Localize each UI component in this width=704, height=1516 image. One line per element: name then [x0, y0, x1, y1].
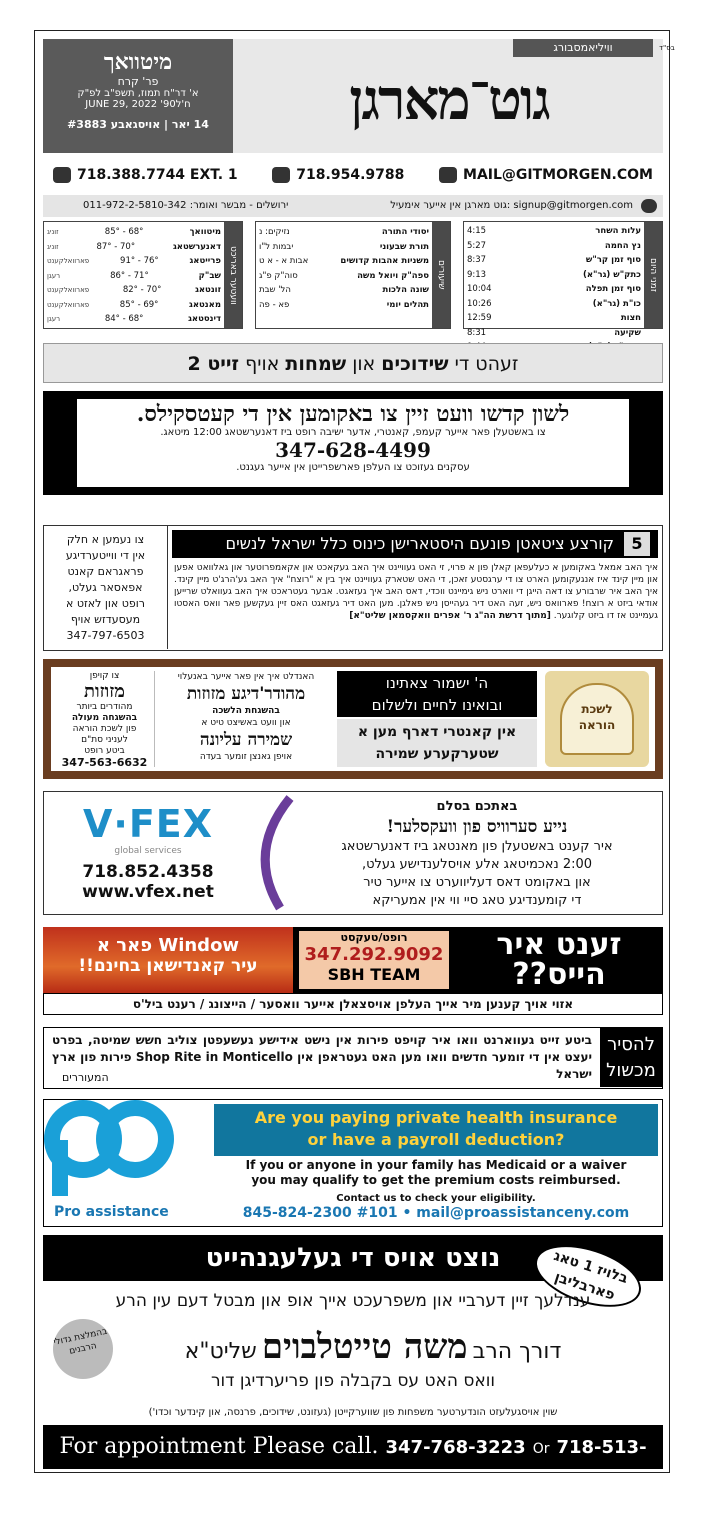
info-row: רעגן 84° - 68° דינסטאג	[47, 314, 221, 324]
info-row: 8:37 סוף זמן קר"ש	[467, 255, 641, 265]
ad-title: לשון קדשו וועט זיין צו באקומען אין די קעטסקילס.	[136, 401, 570, 427]
appointment-phone-2[interactable]: 718-513-7772	[327, 1437, 647, 1504]
signup-email[interactable]: signup@gitmorgen.com :גוט מארגן אין אייער אימעיל	[390, 200, 633, 211]
rabbi-name: משה טייטלבוים	[261, 1327, 468, 1367]
one-day-badge: בלויז 1 טאג פארבליבן	[527, 1233, 648, 1318]
weekday: מיטוואך	[103, 49, 173, 75]
kosher-side-label: להסיר מכשול	[600, 1028, 662, 1087]
rabbi-line-4: שוין אויסגעלעזט הונדערטער משפחות פון שווערקייטן (געזונט, שידוכים, פרנסה, און קינדער וכדו')	[148, 1407, 558, 1418]
appointment-phone-1[interactable]: 347-768-3223	[385, 1437, 526, 1458]
article-source: [מתוך דרשת הה"ג ר' אפרים וואקסמאן שליט"א]	[349, 611, 551, 621]
jerusalem-phone: ירושלים - מבשר ואומר: 011-972-2-5810-342	[83, 200, 289, 211]
pro-assistance-ad	[43, 1099, 663, 1227]
ac-phone-box: רופט/טעקסט 347.292.9092 SBH TEAM	[299, 931, 449, 989]
lishkas-horaah-logo: לשכת הוראה	[545, 671, 649, 767]
info-row: אבות א - א ט משניות אהבות קדושים	[259, 256, 429, 266]
shiurim-list	[256, 222, 432, 312]
mezuzah-quote: ה' ישמור צאתינו ובואינו לחיים ולשלום אין קאנטרי דארף מען א שטערקערע שמירה	[337, 671, 537, 767]
side-note-line: צו נעמען א חלק	[66, 533, 145, 546]
fax-icon	[272, 167, 290, 183]
info-row: 8:31 שקיעה	[467, 327, 641, 338]
info-row: 5:27 נץ החמה	[467, 240, 641, 251]
lashon-kodsho-content	[77, 399, 629, 487]
info-row: 9:13 כתק"ש (גר"א)	[467, 269, 641, 280]
info-row: 12:59 חצות	[467, 313, 641, 323]
newspaper-logo: גוט־מארגן	[349, 67, 549, 133]
info-row: פארוואלקענט 85° - 69° מאנטאג	[47, 299, 221, 310]
endorsement-stamp: בהמלצת גדולי הרבנים	[47, 1313, 118, 1384]
pa-logo-icon	[44, 1100, 204, 1200]
ac-ad	[43, 927, 663, 993]
info-row: זוניג 85° - 68° מיטוואך	[47, 227, 221, 237]
parsha: פר' קרח	[117, 75, 159, 88]
contact-bar	[43, 157, 663, 193]
ad-line-2: עסקנים געזוכט צו העלפן פארשפרייטן אין אייער געגנט.	[236, 462, 470, 473]
info-tables	[43, 221, 663, 338]
rabbi-name-line: דורך הרב משה טייטלבוים שליט"א	[184, 1327, 562, 1367]
side-note-line: פראגראם קאנט	[67, 565, 144, 578]
kosher-credit: המעוררים	[62, 1071, 109, 1084]
edition-tag: וויליאמסבורג	[513, 39, 653, 57]
vfex-phone[interactable]: 718.852.4358	[82, 862, 214, 882]
are-you-hot: זענט איר הייס??	[496, 927, 622, 992]
email-contact[interactable]: MAIL@GITMORGEN.COM	[439, 167, 653, 183]
subscription-bar	[43, 195, 663, 217]
info-row: סוה"ק פ"ג ספה"ק ויואל משה	[259, 270, 429, 281]
zmanim-list	[464, 222, 644, 355]
zmanim-tab: זמני היום	[644, 222, 662, 328]
article-side-note	[44, 526, 168, 649]
rabbi-headline: נוצט אויס די געלעגנהייט	[43, 1235, 663, 1281]
masthead	[43, 39, 675, 153]
rabbi-ad	[43, 1235, 663, 1504]
phone-icon	[53, 167, 71, 183]
article-body: איך האב אמאל באקומען א כעלעפאן קאלן פון א פרוי, זי האט געוויינט איך האב געקאכט און אקאמפרוטער און גאלוואט אפען און מיין קינד איז אנגעקומען הארט צו די ערגסטע זאכן, די האט שטארק געוויינט איך בין א "רוצח" איך האב גע'הרג'ט מיין קינד. איך האב איר שרבורע צו דאה הייגן די ווארט ניש גימיינט ווכדי, דאס האב איך געזאגט. אבער געטראכט איך האב געוואלט שרייען אודאי ביזט א רוצח! פארוואס ניש, זעה האט דיר געהייסן ניש פאלגן. מען האט דיר געזאגט האס זיין געקשען פאר וואס האסטו געמיינט אז דו ביזט קלוגער. [מתוך דרשת הה"ג ר' אפרים וואקסמאן שליט"א]	[174, 563, 658, 621]
fax-contact[interactable]: 718.954.9788	[272, 167, 404, 183]
lashon-kodsho-ad	[43, 391, 663, 495]
rabbi-line-1: ענדלעך זיין דערביי און משפרעכט אייך אופ און מבטל דעם עין הרע	[115, 1291, 591, 1311]
shiurim-box	[255, 221, 451, 329]
vfex-ad	[43, 791, 663, 915]
ac-phone[interactable]: 347.292.9092	[304, 944, 444, 965]
pa-headline: Are you paying private health insurance or have a payroll deduction?	[214, 1104, 658, 1156]
article-box	[43, 525, 663, 651]
info-row: פא - פה תהלים יומי	[259, 299, 429, 310]
pa-contact[interactable]: 845-824-2300 #101 • mail@proassistanceny.com	[242, 1205, 630, 1221]
article-headline: קורצע ציטאטן פונעם היסטארישן כינוס כלל ישראל לנשים 5	[172, 530, 658, 558]
kosher-notice	[43, 1027, 663, 1089]
mezuzah-contact: צו קויפן מזוזות מהודרים ביותר בהשגחה מעולה פון לשכת הוראה לעניני סת"ם ביטע רופט 347-563-6632	[55, 671, 155, 767]
window-ac-box: Window פאר א עיר קאנדישאן בחינם!!	[43, 927, 293, 993]
info-row: רעגן 86° - 71° שב"ק	[47, 270, 221, 281]
appointment-bar: For appointment Please call. 347-768-3223 Or 718-513-7772	[43, 1425, 663, 1469]
side-note-line: מעסעדזש אויף	[70, 613, 141, 626]
weather-box	[43, 221, 243, 329]
weather-tab: וועטער באריכט	[224, 222, 242, 328]
info-row: פארוואלקענט 82° - 70° זונטאג	[47, 285, 221, 295]
english-date: JUNE 29, 2022 '90ח'ל	[85, 99, 191, 110]
side-note-line: רופט און לאזט א	[66, 597, 145, 610]
ac-subline: אזוי אויך קענען מיר אייך העלפן אויסצאלן אייער וואסער / הייצונג / רענט ביל'ס	[43, 993, 663, 1015]
vfex-text: באתכם בסלם נייע סערוויס פון וועקסלער! איר קענט באשטעלן פון מאנטאג ביז דאנערשטאג 2:00 נאכמיטאג אלע אויסלענדישע געלט, און באקומט דאס דעליווערט צו אייער טיר די קומענדיגע טאג סיי ווי אין אמעריקא	[341, 799, 613, 908]
article-number: 5	[624, 532, 650, 556]
shidduchim-banner: זעהט די שידוכים און שמחות אויף זייט 2	[43, 343, 663, 383]
mezuzah-ad	[43, 659, 663, 779]
zmanim-box	[463, 221, 663, 338]
side-note-line: אין די ווייטערדיגע	[65, 549, 146, 562]
vfex-logo-panel: V·FEX global services 718.852.4358 www.vfex.net	[50, 796, 246, 912]
info-row: זוניג 87° - 70° דאנערשטאג	[47, 241, 221, 252]
info-row: 4:15 עלות השחר	[467, 226, 641, 236]
info-row: הל' שבת שונה הלכות	[259, 285, 429, 295]
ad-line-1: צו באשטעלן פאר אייער קעמפ, קאנטרי, אדער ישיבה רופט ביז דאנערשטאג 12:00 מיטאג.	[160, 427, 546, 438]
info-row: פארוואלקענט 91° - 76° פרייטאג	[47, 256, 221, 266]
pa-qualify: If you or anyone in your family has Medicaid or a waiver you may qualify to get the premium costs reimbursed. Contact us to check your eligibility. 845-824-2300 #101 • mail@proassistanceny.com	[214, 1158, 658, 1221]
info-row: 10:04 סוף זמן תפלה	[467, 284, 641, 294]
pro-assistance-logo: Pro assistance	[44, 1100, 204, 1225]
rabbi-line-3: וואס האט עס בקבלה פון פריערדיגן דור	[210, 1371, 496, 1391]
newspaper-page	[34, 30, 675, 1504]
bsd-mark: בס"ד	[659, 44, 675, 52]
vfex-website[interactable]: www.vfex.net	[82, 882, 214, 902]
info-row: נזיקים: נ יסודי התורה	[259, 227, 429, 237]
date-panel	[43, 39, 233, 153]
mezuzah-middle: האנדלט איך אין פאר אייער באנעלוי מהודר'דיגע מזוזות בהשגחת הלשכה און וועט באשיצט טיט א שמירה עליונה אויפן גאנצן זומער בעדה	[177, 672, 315, 762]
info-row: יבמות ל"ו תורת שבעוני	[259, 241, 429, 252]
ad-phone[interactable]: 347-628-4499	[275, 438, 431, 462]
mezuzah-ad-inner	[51, 667, 655, 771]
phone-contact[interactable]: 718.388.7744 EXT. 1	[53, 167, 238, 183]
hebrew-date: א' דר"ח תמוז, תשפ"ב לפ"ק	[77, 88, 199, 99]
side-note-line: 347-797-6503	[66, 629, 145, 642]
mezuzah-phone[interactable]: 347-563-6632	[61, 756, 148, 769]
weather-list	[44, 222, 224, 327]
issue-number: 14 יאר | אויסגאבע #3883	[67, 118, 209, 131]
vfex-logo: V·FEX	[82, 802, 214, 846]
mail-icon	[439, 167, 457, 183]
kosher-text: ביטע זייט געווארנט וואו איר קויפט פירות אין נישט אידישע געשעפטן צוליב חשש שמיטה, בפרט יעצט אין די זומער חדשים וואו מען האט געטראפן אין Shop Rite in Monticello פירות פון ארץ ישראל המעוררים	[52, 1033, 592, 1084]
shiurim-tab: שיעורים	[432, 222, 450, 328]
vfex-swoosh	[240, 794, 300, 912]
email-icon	[641, 199, 657, 213]
info-row: 10:26 כו"ת (גר"א)	[467, 298, 641, 309]
side-note-line: אפאסאר געלט,	[68, 581, 143, 594]
